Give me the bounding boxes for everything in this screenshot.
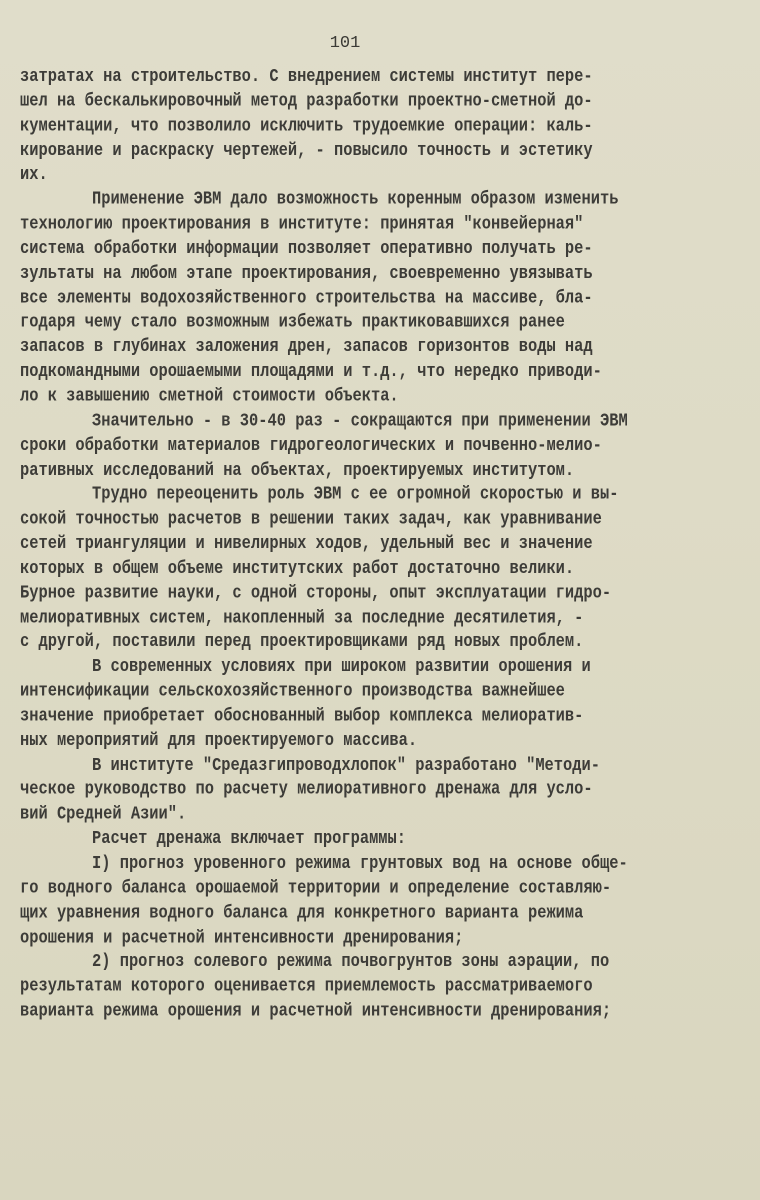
text-line: сокой точностью расчетов в решении таких задач, как уравнивание bbox=[20, 508, 602, 530]
text-line: запасов в глубинах заложения дрен, запасов горизонтов воды над bbox=[20, 336, 593, 358]
page-number: 101 bbox=[329, 34, 361, 53]
text-line: затратах на строительство. С внедрением системы институт пере- bbox=[20, 65, 593, 87]
text-line: ных мероприятий для проектируемого массива. bbox=[20, 729, 418, 751]
text-line: 2) прогноз солевого режима почвогрунтов зоны аэрации, по bbox=[92, 950, 610, 973]
text-line: которых в общем объеме институтских работ достаточно велики. bbox=[20, 557, 575, 579]
body-text bbox=[20, 62, 720, 1021]
text-line: подкомандными орошаемыми площадями и т.д., что нередко приводи- bbox=[20, 360, 602, 382]
text-line: сроки обработки материалов гидрогеологических и почвенно-мелио- bbox=[20, 434, 602, 456]
text-line: интенсификации сельскохозяйственного производства важнейшее bbox=[20, 680, 565, 702]
text-line: их. bbox=[20, 163, 48, 186]
text-line: Расчет дренажа включает программы: bbox=[92, 828, 407, 850]
text-line: значение приобретает обоснованный выбор комплекса мелиоратив- bbox=[20, 705, 584, 727]
text-line: зультаты на любом этапе проектирования, своевременно увязывать bbox=[20, 262, 593, 284]
text-line: го водного баланса орошаемой территории и определение составляю- bbox=[20, 877, 612, 899]
text-line: годаря чему стало возможным избежать практиковавшихся ранее bbox=[20, 311, 565, 333]
text-line: ло к завышению сметной стоимости объекта. bbox=[20, 385, 399, 407]
text-line: орошения и расчетной интенсивности дренирования; bbox=[20, 926, 464, 948]
text-line: технологию проектирования в институте: принятая "конвейерная" bbox=[20, 213, 584, 235]
text-line: Трудно переоценить роль ЭВМ с ее огромной скоростью и вы- bbox=[92, 483, 619, 505]
text-line: Применение ЭВМ дало возможность коренным образом изменить bbox=[92, 188, 619, 210]
text-line: Значительно - в 30-40 раз - сокращаются при применении ЭВМ bbox=[92, 409, 628, 432]
text-line: варианта режима орошения и расчетной интенсивности дренирования; bbox=[20, 1000, 612, 1022]
text-line: I) прогноз уровенного режима грунтовых вод на основе обще- bbox=[92, 852, 628, 874]
text-line: система обработки информации позволяет оперативно получать ре- bbox=[20, 237, 593, 259]
text-line: шел на бескалькировочный метод разработки проектно-сметной до- bbox=[20, 90, 593, 112]
text-line: результатам которого оценивается приемлемость рассматриваемого bbox=[20, 975, 593, 997]
text-line: сетей триангуляции и нивелирных ходов, удельный вес и значение bbox=[20, 532, 593, 555]
text-line: В институте "Средазгипроводхлопок" разработано "Методи- bbox=[92, 754, 600, 776]
text-line: ческое руководство по расчету мелиоративного дренажа для усло- bbox=[20, 778, 593, 801]
text-line: В современных условиях при широком развитии орошения и bbox=[92, 655, 591, 678]
text-line: щих уравнения водного баланса для конкретного варианта режима bbox=[20, 901, 584, 924]
text-line: ративных исследований на объектах, проектируемых институтом. bbox=[20, 459, 575, 481]
text-line: Бурное развитие науки, с одной стороны, опыт эксплуатации гидро- bbox=[20, 582, 612, 604]
text-line: с другой, поставили перед проектировщиками ряд новых проблем. bbox=[20, 631, 584, 653]
text-line: вий Средней Азии". bbox=[20, 803, 187, 825]
text-line: все элементы водохозяйственного строительства на массиве, бла- bbox=[20, 286, 593, 309]
text-line: мелиоративных систем, накопленный за последние десятилетия, - bbox=[20, 606, 584, 628]
text-line: кирование и раскраску чертежей, - повысило точность и эстетику bbox=[20, 139, 593, 161]
text-line: кументации, что позволило исключить трудоемкие операции: каль- bbox=[20, 114, 593, 136]
